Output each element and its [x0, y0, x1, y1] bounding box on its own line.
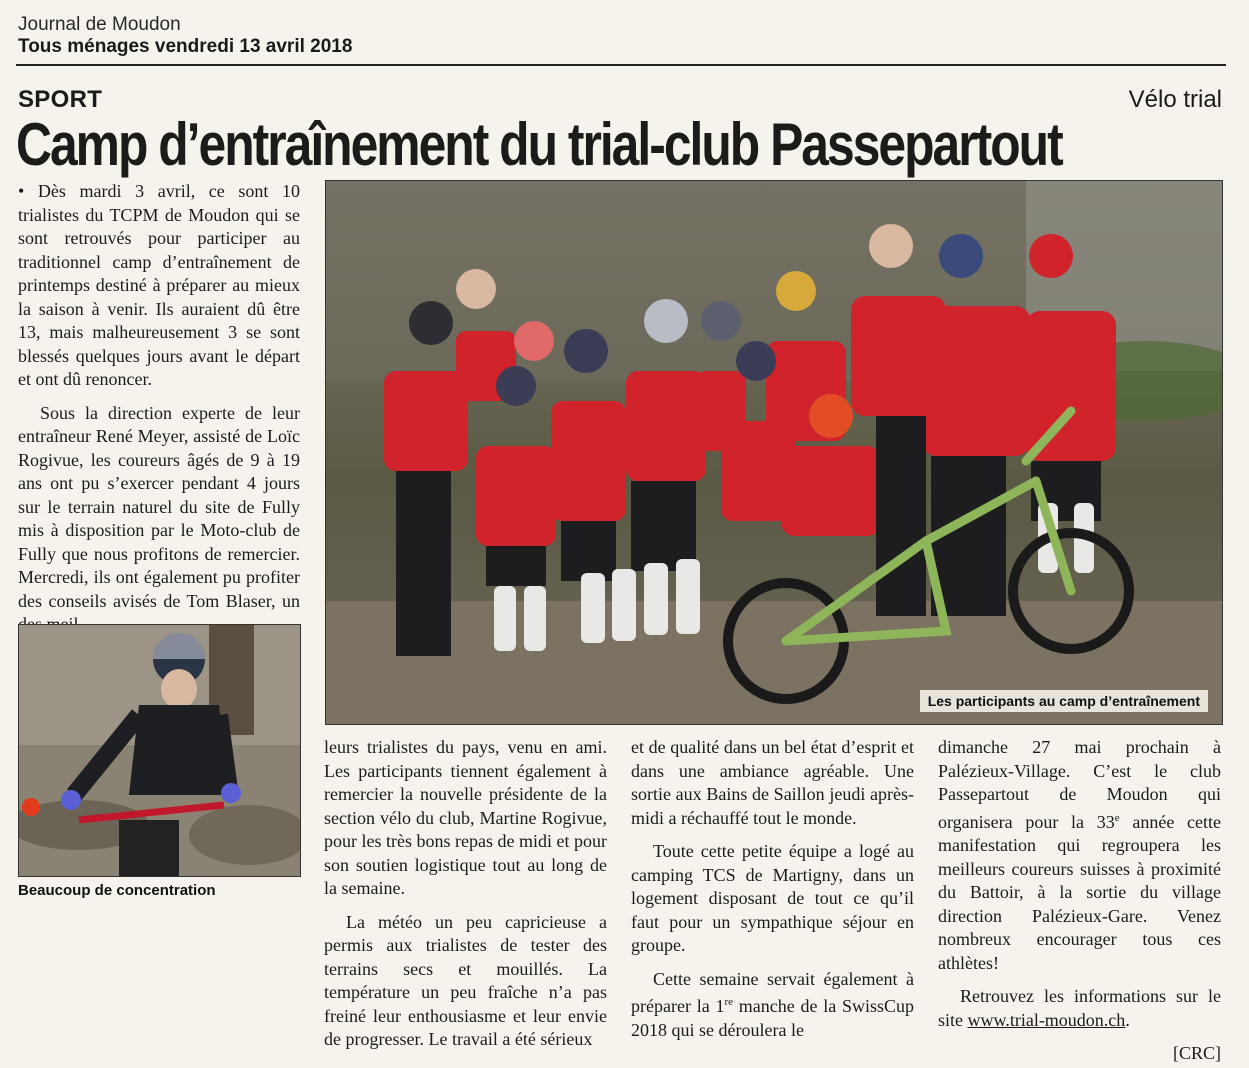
text-run: .	[1125, 1009, 1130, 1030]
text-run: année cette manifestation qui regroupera les meilleurs coureurs suisses à proximité du Battoir, à la sortie du village direction Palézieux-Gare. Venez nombreux encourager tous ces athlètes!	[938, 811, 1221, 973]
rider-illustration	[19, 625, 300, 876]
website-link[interactable]: www.trial-moudon.ch	[967, 1009, 1126, 1030]
superscript: e	[1114, 811, 1120, 824]
paragraph: • Dès mardi 3 avril, ce sont 10 trialistes du TCPM de Moudon qui se sont retrouvés pour participer au traditionnel camp d’entraînement de printemps destiné à préparer au mieux la saison à venir. Ils auraient dû être 13, mais malheureusement 3 se sont blessés quelques jours avant le départ et ont dû renoncer.	[18, 181, 300, 389]
text-run: manche de la SwissCup 2018 qui se déroulera le	[631, 996, 914, 1040]
paragraph: et de qualité dans un bel état d’esprit et dans une ambiance agréable. Une sortie aux Bains de Saillon jeudi après-midi a réchauffé tout le monde.	[631, 737, 914, 828]
paragraph: La météo un peu capricieuse a permis aux trialistes de tester des terrains secs et mouillés. La température un peu fraîche n’a pas freiné leur enthousiasme et leur envie de progresser. Le travail a été sérieux	[324, 911, 607, 1049]
small-photo-caption: Beaucoup de concentration	[18, 882, 216, 899]
group-illustration	[326, 181, 1222, 724]
rubric-label: Vélo trial	[1128, 86, 1222, 113]
text-run: Cette semaine servait également à préparer la 1	[631, 968, 914, 1016]
article-column-2	[324, 736, 607, 1052]
main-photo-group	[325, 180, 1223, 725]
superscript: re	[724, 996, 733, 1008]
publication-name: Journal de Moudon	[18, 14, 181, 35]
small-photo-rider	[18, 624, 301, 877]
paragraph	[938, 736, 1221, 975]
author-signature: [CRC]	[1172, 1043, 1221, 1063]
article-column-3	[631, 736, 914, 1042]
paragraph	[631, 968, 914, 1043]
paragraph: Toute cette petite équipe a logé au camping TCS de Martigny, dans un logement disposant de tout ce qu’il faut pour un sympathique séjour en groupe.	[631, 841, 914, 955]
paragraph	[938, 985, 1221, 1032]
text-run: Retrouvez les informations sur le site	[938, 986, 1221, 1030]
section-label: SPORT	[18, 86, 103, 113]
headline: Camp d’entraînement du trial-club Passepartout	[16, 111, 1062, 178]
masthead-rule	[16, 64, 1226, 66]
paragraph: Sous la direction experte de leur entraîneur René Meyer, assisté de Loïc Rogivue, les coureurs âgés de 9 à 19 ans ont pu s’exercer pendant 4 jours sur le terrain naturel du site de Fully mis à disposition par le Moto-club de Fully que nous profitons de remercier. Mercredi, ils ont également pu profiter des conseils avisés de Tom Blaser, un	[18, 402, 300, 611]
edition-date: Tous ménages vendredi 13 avril 2018	[18, 36, 353, 57]
article-column-1	[18, 180, 300, 637]
main-photo-caption: Les participants au camp d’entraînement	[920, 690, 1208, 712]
paragraph: leurs trialistes du pays, venu en ami. Les participants tiennent également à remercier la nouvelle présidente de la section vélo du club, Martine Rogivue, pour les très bons repas de midi et pour son soutien logistique tout au long de la semaine.	[324, 737, 607, 898]
article-column-4	[938, 736, 1221, 1066]
text-run: dimanche 27 mai prochain à Palézieux-Village. C’est le club Passepartout de Moudon qui organisera pour la 33	[938, 737, 1221, 832]
